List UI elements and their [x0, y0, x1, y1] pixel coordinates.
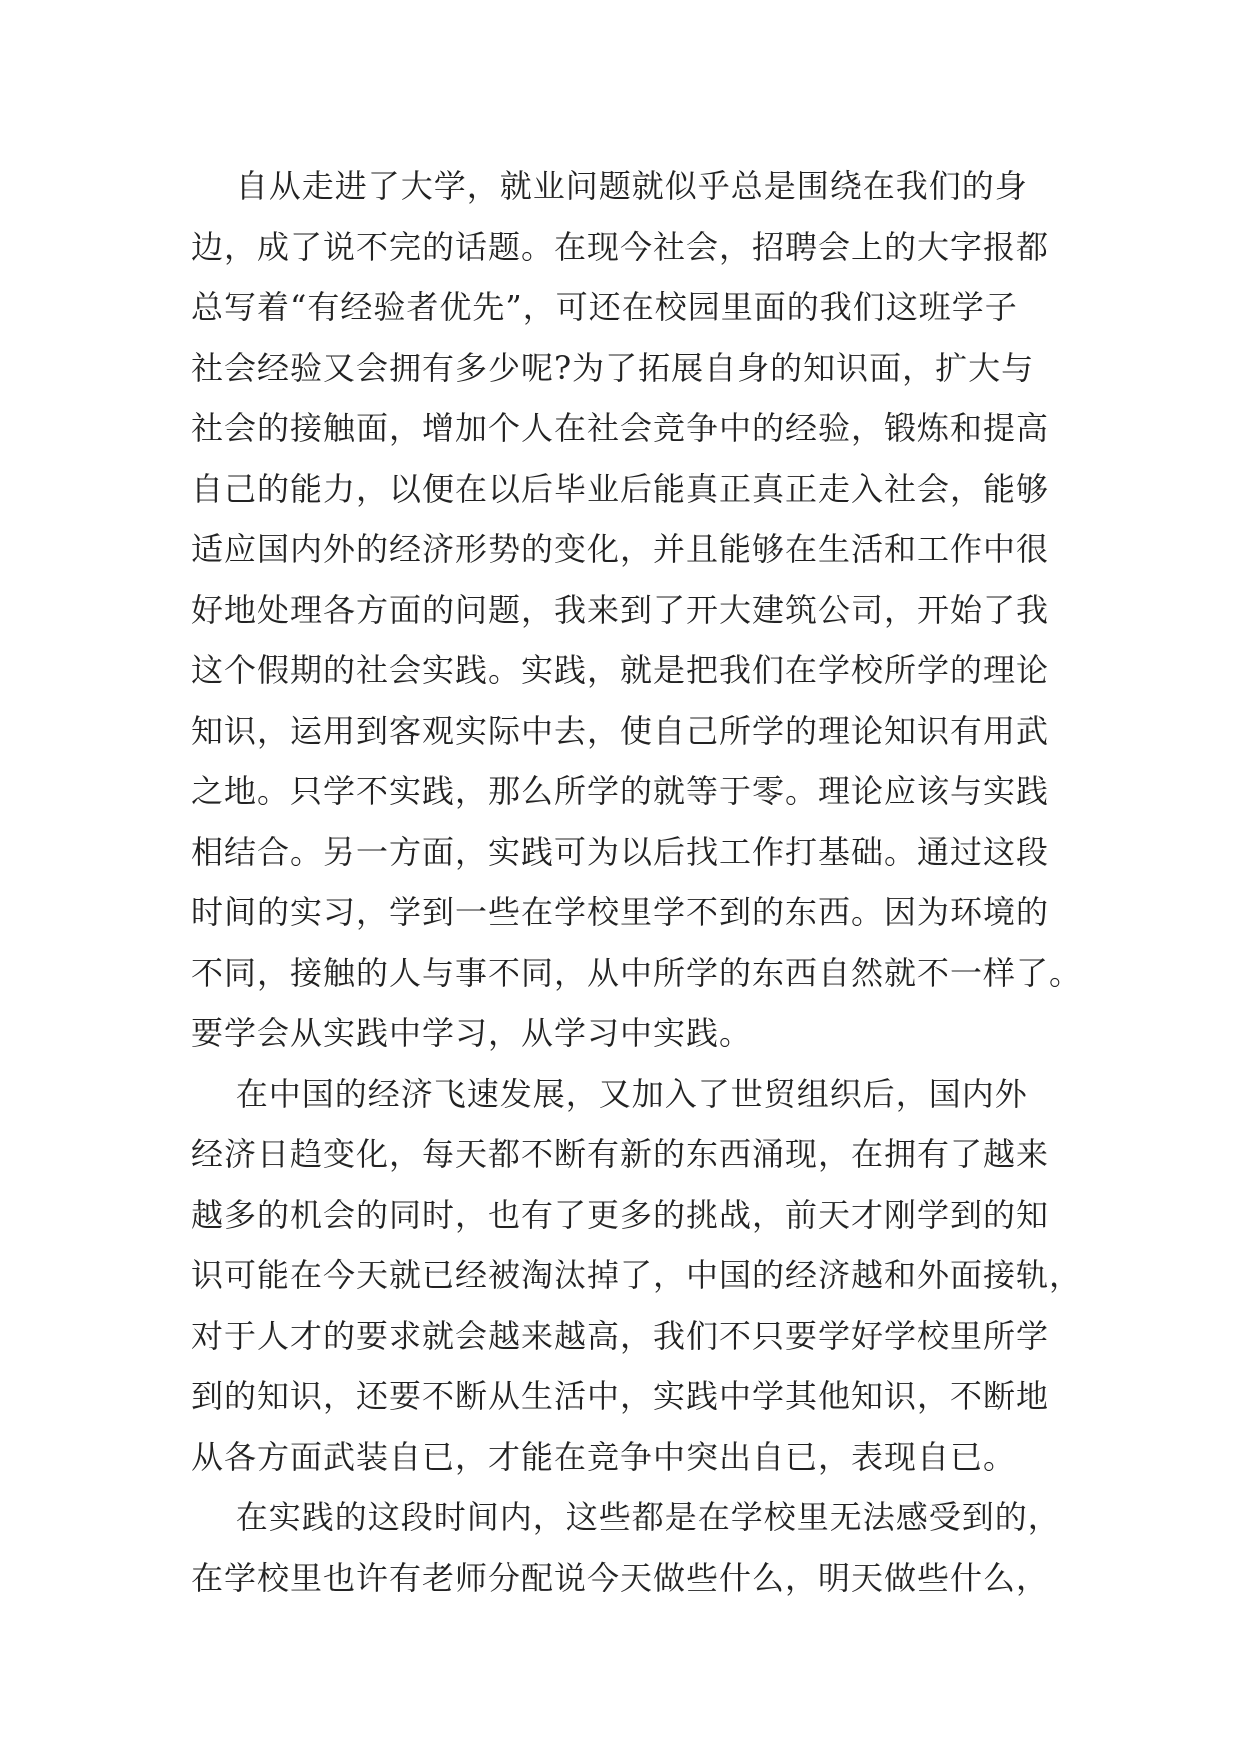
text-line: 对于人才的要求就会越来越高，我们不只要学好学校里所学 — [191, 1316, 1050, 1355]
text-line: 社会的接触面，增加个人在社会竞争中的经验，锻炼和提高 — [191, 409, 1050, 447]
text-line: 这个假期的社会实践。实践，就是把我们在学校所学的理论 — [191, 651, 1050, 689]
text-line: 自己的能力，以便在以后毕业后能真正真正走入社会，能够 — [191, 469, 1050, 508]
text-line: 自从走进了大学，就业问题就似乎总是围绕在我们的身 — [191, 167, 1028, 205]
body-text — [191, 156, 1083, 1608]
text-line: 到的知识，还要不断从生活中，实践中学其他知识，不断地 — [191, 1377, 1050, 1415]
text-line: 知识，运用到客观实际中去，使自己所学的理论知识有用武 — [191, 711, 1050, 750]
text-line: 时间的实习，学到一些在学校里学不到的东西。因为环境的 — [191, 893, 1050, 931]
text-line: 边，成了说不完的话题。在现今社会，招聘会上的大字报都 — [191, 227, 1050, 266]
text-line: 不同，接触的人与事不同，从中所学的东西自然就不一样了。 — [191, 953, 1083, 992]
text-line: 在学校里也许有老师分配说今天做些什么，明天做些什么， — [191, 1558, 1050, 1597]
text-line: 要学会从实践中学习，从学习中实践。 — [191, 1014, 753, 1052]
text-line: 总写着“有经验者优先”，可还在校园里面的我们这班学子 — [191, 288, 1018, 326]
text-line: 相结合。另一方面，实践可为以后找工作打基础。通过这段 — [191, 832, 1050, 871]
text-line: 适应国内外的经济形势的变化，并且能够在生活和工作中很 — [191, 530, 1050, 568]
text-line: 在实践的这段时间内，这些都是在学校里无法感受到的， — [191, 1498, 1061, 1536]
text-line: 之地。只学不实践，那么所学的就等于零。理论应该与实践 — [191, 772, 1050, 810]
text-line: 经济日趋变化，每天都不断有新的东西涌现，在拥有了越来 — [191, 1135, 1050, 1173]
text-line: 好地处理各方面的问题，我来到了开大建筑公司，开始了我 — [191, 590, 1050, 629]
text-line: 从各方面武装自已，才能在竞争中突出自已，表现自已。 — [191, 1437, 1017, 1476]
text-line: 社会经验又会拥有多少呢?为了拓展自身的知识面，扩大与 — [191, 348, 1035, 387]
text-line: 识可能在今天就已经被淘汰掉了，中国的经济越和外面接轨， — [191, 1256, 1083, 1294]
text-line: 在中国的经济飞速发展，又加入了世贸组织后，国内外 — [191, 1074, 1028, 1113]
text-line: 越多的机会的同时，也有了更多的挑战，前天才刚学到的知 — [191, 1195, 1050, 1234]
